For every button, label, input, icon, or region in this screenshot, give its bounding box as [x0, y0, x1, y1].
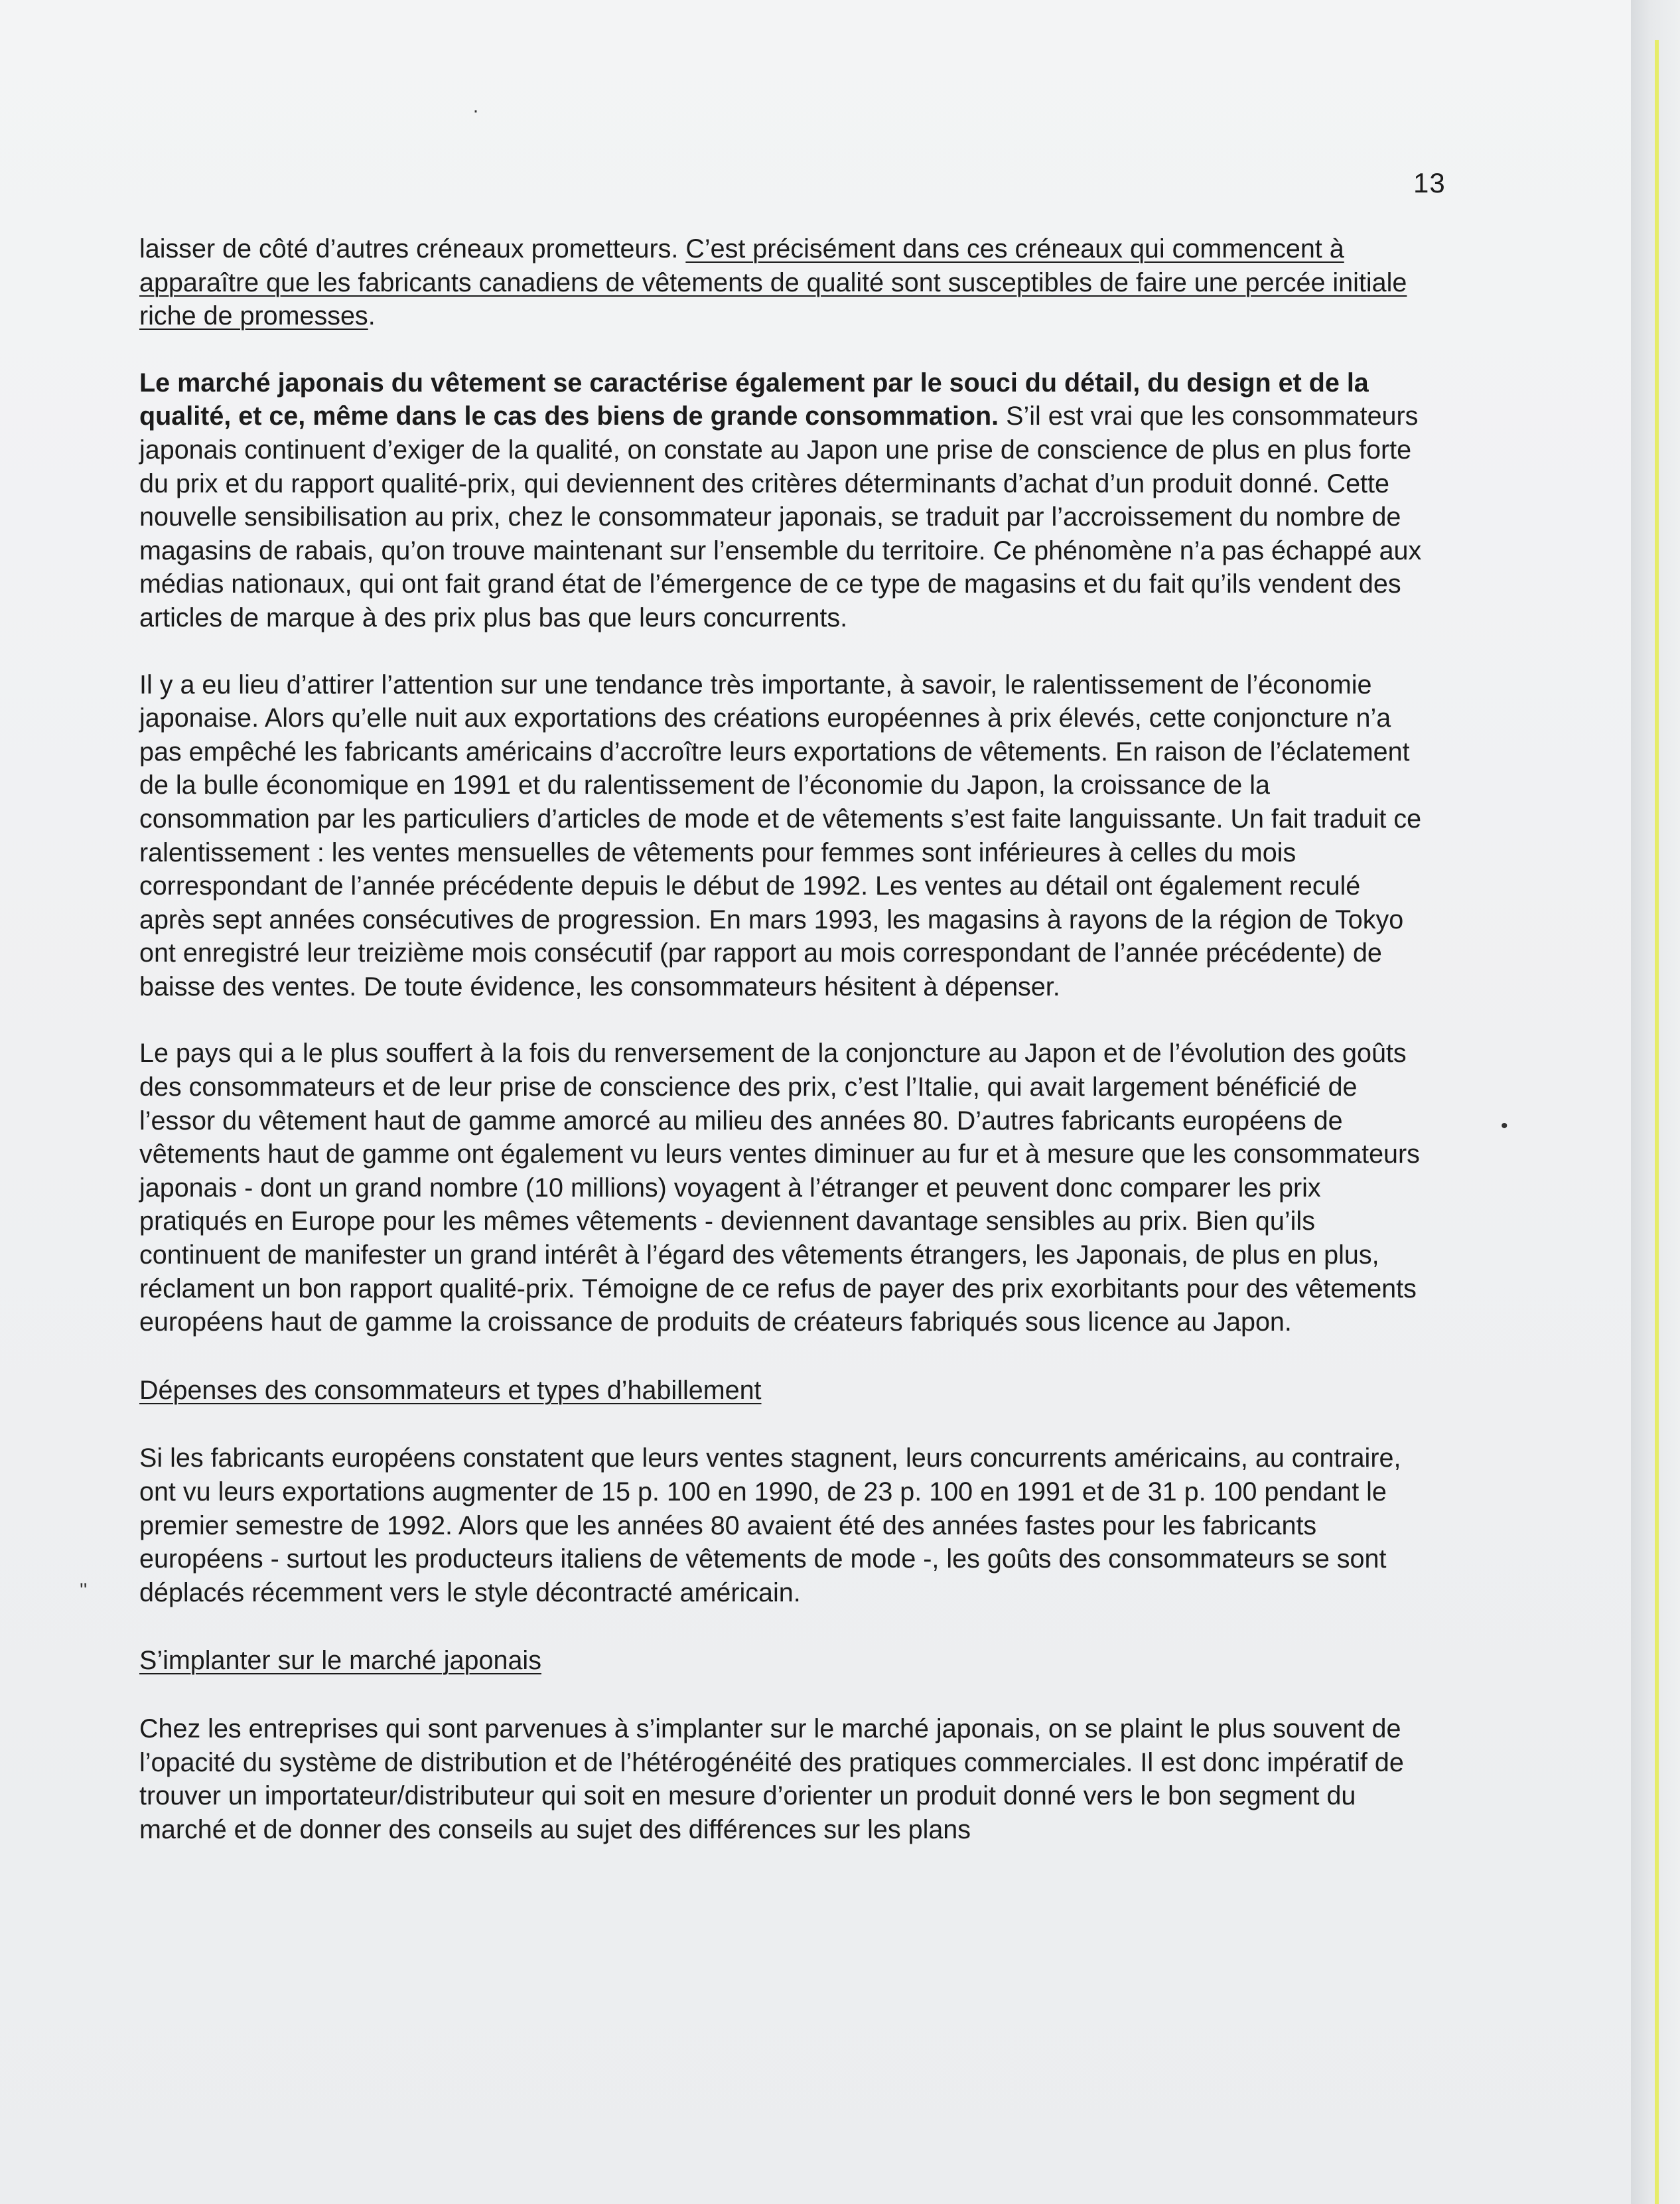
document-body	[139, 232, 1433, 1846]
paragraph-detail-rest: S’il est vrai que les consommateurs japonais continuent d’exiger de la qualité, on constate au Japon une prise de conscience de plus en plus forte du prix et du rapport qualité-prix, qui deviennent des critères déterminants d’achat d’un produit donné. Cette nouvelle sensibilisation au prix, chez le consommateur japonais, se traduit par l’accroissement du nombre de magasins de rabais, qu’on trouve maintenant sur l’ensemble du territoire. Ce phénomène n’a pas échappé aux médias nationaux, qui ont fait grand état de l’émergence de ce type de magasins et du fait qu’ils vendent des articles de marque à des prix plus bas que leurs concurrents.	[139, 402, 1422, 632]
intro-paragraph	[139, 232, 1433, 333]
paragraph-detail-lead: Le marché japonais du vêtement se caractérise également par le souci du détail, du design et de la qualité, et ce, même dans le cas des biens de grande consommation.	[139, 368, 1369, 431]
paragraph-italie: Le pays qui a le plus souffert à la fois du renversement de la conjoncture au Japon et de l’évolution des goûts des consommateurs et de leur prise de conscience des prix, c’est l’Italie, qui avait largement bénéficié de l’essor du vêtement haut de gamme amorcé au milieu des années 80. D’autres fabricants européens de vêtements haut de gamme ont également vu leurs ventes diminuer au fur et à mesure que les consommateurs japonais - dont un grand nombre (10 millions) voyagent à l’étranger et peuvent donc comparer les prix pratiqués en Europe pour les mêmes vêtements - deviennent davantage sensibles au prix. Bien qu’ils continuent de manifester un grand intérêt à l’égard des vêtements étrangers, les Japonais, de plus en plus, réclament un bon rapport qualité-prix. Témoigne de ce refus de payer des prix exorbitants pour des vêtements européens haut de gamme la croissance de produits de créateurs fabriqués sous licence au Japon.	[139, 1039, 1420, 1337]
paragraph-ralentissement: Il y a eu lieu d’attirer l’attention sur une tendance très importante, à savoir, le ralentissement de l’économie japonaise. Alors qu’elle nuit aux exportations des créations européennes à prix élevés, cette conjoncture n’a pas empêché les fabricants américains d’accroître leurs exportations de vêtements. En raison de l’éclatement de la bulle économique en 1991 et du ralentissement de l’économie du Japon, la croissance de la consommation par les particuliers d’articles de mode et de vêtements s’est faite languissante. Un fait traduit ce ralentissement : les ventes mensuelles de vêtements pour femmes sont inférieures à celles du mois correspondant de l’année précédente depuis le début de 1992. Les ventes au détail ont également reculé après sept années consécutives de progression. En mars 1993, les magasins à rayons de la région de Tokyo ont enregistré leur treizième mois consécutif (par rapport au mois correspondant de l’année précédente) de baisse des ventes. De toute évidence, les consommateurs hésitent à dépenser.	[139, 670, 1422, 1001]
paragraph-implanter: Chez les entreprises qui sont parvenues à s’implanter sur le marché japonais, on se plaint le plus souvent de l’opacité du système de distribution et de l’hétérogénéité des pratiques commerciales. Il est donc impératif de trouver un importateur/distributeur qui soit en mesure d’orienter un produit donné vers le bon segment du marché et de donner des conseils au sujet des différences sur les plans	[139, 1714, 1404, 1844]
section-heading-depenses: Dépenses des consommateurs et types d’habillement	[139, 1375, 762, 1405]
section-heading-implanter: S’implanter sur le marché japonais	[139, 1646, 541, 1676]
page-edge-strip	[1655, 40, 1659, 2204]
page-number: 13	[1413, 167, 1446, 198]
paragraph-detail-design	[139, 366, 1433, 635]
scan-speck: ·	[472, 100, 479, 121]
scan-speck: ''	[80, 1580, 88, 1601]
intro-underlined-text: C’est précisément dans ces créneaux qui commencent à apparaître que les fabricants canadiens de vêtements de qualité sont susceptibles de faire une percée initiale riche de promesses	[139, 234, 1407, 331]
intro-text: laisser de côté d’autres créneaux prometteurs.	[139, 234, 686, 263]
paragraph-depenses: Si les fabricants européens constatent que leurs ventes stagnent, leurs concurrents américains, au contraire, ont vu leurs exportations augmenter de 15 p. 100 en 1990, de 23 p. 100 en 1991 et de 31 p. 100 pendant le premier semestre de 1992. Alors que les années 80 avaient été des années fastes pour les fabricants européens - surtout les producteurs italiens de vêtements de mode -, les goûts des consommateurs se sont déplacés récemment vers le style décontracté américain.	[139, 1443, 1401, 1607]
scan-speck: •	[1501, 1115, 1508, 1137]
intro-end: .	[368, 301, 376, 331]
